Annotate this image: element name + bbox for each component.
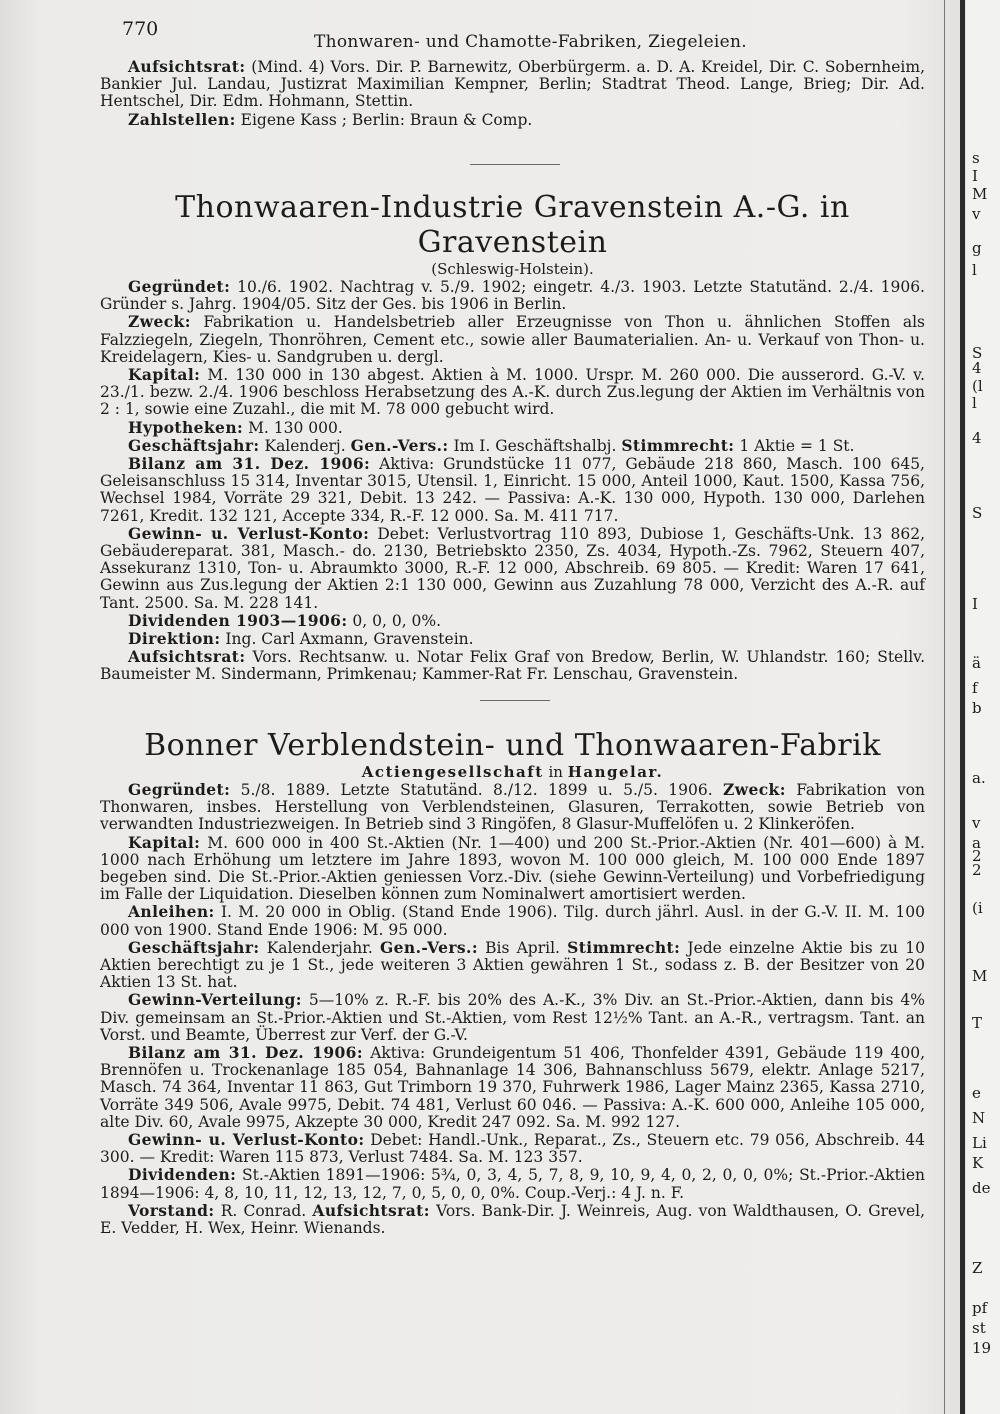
entry-label: Zweck: <box>128 312 191 332</box>
margin-fragment: Z <box>972 1259 983 1277</box>
entry-text: Eigene Kass ; Berlin: Braun & Comp. <box>240 110 533 129</box>
entry-label: Stimmrecht: <box>567 937 681 957</box>
margin-fragment: 2 <box>972 847 982 865</box>
margin-fragment: v <box>972 205 981 223</box>
margin-fragment: N <box>972 1109 986 1127</box>
facing-page-fragments <box>966 0 1000 1414</box>
entry-text: R. Conrad. <box>220 1201 307 1220</box>
entry-label: Aufsichtsrat: <box>312 1200 430 1220</box>
margin-fragment: (i <box>972 899 983 917</box>
entry-label: Bilanz am 31. Dez. 1906: <box>128 454 371 474</box>
margin-fragment: a <box>972 834 981 852</box>
gewinn-verlust-entry <box>100 1131 925 1166</box>
entry-text: M. 130 000 in 130 abgest. Aktien à M. 1000. Urspr. M. 260 000. Die ausserord. G.-V. v. 23./1. bezw. 2./4. 1906 beschloss Herabsetzung des A.-K. durch Zus.legung der Aktien im Verhältnis von 2 : 1, sowie eine Zuzahl., die mit M. 78 000 gebucht wird. <box>100 366 925 419</box>
entry-text: Aktiva: Grundstücke 11 077, Gebäude 218 860, Masch. 100 645, Geleisanschluss 15 314, Inventar 3015, Utensil. 1, Einricht. 15 000, Anteil 1000, Kaut. 1500, Kassa 756, Wechsel 1984, Vorräte 29 321, Debit. 13 242. — Passiva: A.-K. 130 000, Hypoth. 130 000, Darlehen 7261, Kredit. 132 121, Accepte 334, R.-F. 12 000. Sa. M. 411 717. <box>100 455 925 525</box>
margin-fragment: 4 <box>972 429 982 447</box>
margin-fragment: Li <box>972 1134 987 1152</box>
book-gutter <box>960 0 965 1414</box>
entry-label: Zahlstellen: <box>128 109 236 129</box>
subtitle-form: Actiengesellschaft <box>361 763 544 781</box>
margin-fragment: I <box>972 167 978 185</box>
margin-fragment: l <box>972 261 977 279</box>
margin-fragment: M <box>972 185 988 203</box>
zweck-entry <box>100 313 925 366</box>
entry-label: Kapital: <box>128 365 201 385</box>
entry-label: Zweck: <box>723 780 786 799</box>
entry-label: Vorstand: <box>128 1200 215 1220</box>
geschaeftsjahr-entry <box>100 437 925 455</box>
company-title: Bonner Verblendstein- und Thonwaaren-Fabrik <box>144 728 881 763</box>
margin-fragment: de <box>972 1179 991 1197</box>
entry-text: Bis April. <box>485 938 560 957</box>
entry-text: Fabrikation von Thonwaren, insbes. Herstellung von Verblendsteinen, Glasuren, Terrakotten, sowie Betrieb von verwandten Industriezweigen. In Betrieb sind 3 Ringöfen, 8 Glasur-Muffelöfen u. 2 Klinkeröfen. <box>100 781 925 834</box>
top-continuation-block <box>100 58 925 129</box>
section-divider <box>480 700 550 701</box>
gewinn-verlust-entry <box>100 525 925 612</box>
dividenden-entry <box>100 612 925 630</box>
entry-label: Gewinn-Verteilung: <box>128 990 302 1010</box>
vorstand-entry <box>100 1202 925 1237</box>
entry-text: Ing. Carl Axmann, Gravenstein. <box>225 630 474 649</box>
entry-label: Aufsichtsrat: <box>128 647 246 667</box>
margin-fragment: v <box>972 814 981 832</box>
page-header <box>114 14 944 52</box>
direktion-entry <box>100 630 925 648</box>
entry-label: Aufsichtsrat: <box>128 57 246 76</box>
dividenden-entry <box>100 1166 925 1201</box>
entry-text: 1 Aktie = 1 St. <box>739 436 855 455</box>
facing-page-edge <box>966 0 1000 1414</box>
entry-label: Dividenden 1903—1906: <box>128 610 348 630</box>
kapital-entry <box>100 834 925 904</box>
margin-fragment: e <box>972 1084 981 1102</box>
section-gravenstein <box>100 190 925 684</box>
entry-text: Aktiva: Grundeigentum 51 406, Thonfelder 4391, Gebäude 119 400, Brennöfen u. Trockenanlage 185 054, Bahnanlage 14 306, Bahnanschluss 5679, elektr. Anlage 5217, Masch. 74 364, Inventar 11 863, Gut Trimborn 19 370, Fuhrwerk 1986, Lager Mainz 2365, Kassa 2710, Vorräte 349 506, Avale 9975, Debit. 74 481, Verlust 60 046. — Passiva: A.-K. 600 000, Anleihe 105 000, alte Div. 60, Avale 9975, Akzepte 30 000, Kredit 247 092. Sa. M. 992 127. <box>100 1044 925 1131</box>
page-number: 770 <box>122 18 159 40</box>
bilanz-entry <box>100 1044 925 1131</box>
company-subtitle: (Schleswig-Holstein). <box>431 260 594 278</box>
entry-text: Vors. Bank-Dir. J. Weinreis, Aug. von Waldthausen, O. Grevel, E. Vedder, H. Wex, Heinr. Wienands. <box>100 1201 926 1238</box>
entry-label: Gen.-Vers.: <box>350 435 449 455</box>
entry-label: Gegründet: <box>128 780 231 799</box>
aufsichtsrat-entry <box>100 648 925 683</box>
entry-text: I. M. 20 000 in Oblig. (Stand Ende 1906). Tilg. durch jährl. Ausl. in der G.-V. II. M. 100 000 von 1900. Stand Ende 1906: M. 95 000. <box>100 903 925 939</box>
entry-text: 5./8. 1889. Letzte Statutänd. 8./12. 1899 u. 5./5. 1906. <box>240 781 713 799</box>
entry-text: St.-Aktien 1891—1906: 5¾, 0, 3, 4, 5, 7, 8, 9, 10, 9, 4, 0, 2, 0, 0, 0%; St.-Prior.-Aktien 1894—1906: 4, 8, 10, 11, 12, 13, 12, 7, 0, 5, 0, 0, 0%. Coup.-Verj.: 4 J. n. F. <box>100 1166 926 1202</box>
entry-label: Direktion: <box>128 629 221 649</box>
entry-label: Geschäftsjahr: <box>128 937 260 957</box>
margin-fragment: 4 <box>972 359 982 377</box>
margin-fragment: S <box>972 344 983 362</box>
top-zahlstellen-entry <box>100 111 925 129</box>
entry-label: Geschäftsjahr: <box>128 435 260 455</box>
margin-fragment: M <box>972 967 988 985</box>
company-title: Thonwaaren-Industrie Gravenstein A.-G. in Gravenstein <box>175 190 850 260</box>
entry-text: Fabrikation u. Handelsbetrieb aller Erzeugnisse von Thon u. ähnlichen Stoffen als Falzziegeln, Ziegeln, Thonröhren, Cement etc., sowie aller Baumaterialien. An- u. Verkauf von Thon- u. Kreidelagern, Kies- u. Sandgruben u. dergl. <box>100 313 925 366</box>
entry-label: Gen.-Vers.: <box>380 937 478 957</box>
company-subtitle <box>100 763 925 781</box>
margin-fragment: g <box>972 239 982 257</box>
entry-text: (Mind. 4) Vors. Dir. P. Barnewitz, Oberbürgerm. a. D. A. Kreidel, Dir. C. Sobernheim, Bankier Jul. Landau, Justizrat Maximilian Kempner, Berlin; Stadtrat Theod. Lange, Brieg; Dir. Ad. Hentschel, Dir. Edm. Hohmann, Stettin. <box>100 58 925 111</box>
gutter-shadow <box>944 0 945 1414</box>
margin-fragment: 2 <box>972 861 982 879</box>
entry-label: Stimmrecht: <box>621 435 735 455</box>
margin-fragment: f <box>972 679 978 697</box>
entry-label: Bilanz am 31. Dez. 1906: <box>128 1043 363 1063</box>
margin-fragment: T <box>972 1014 983 1032</box>
entry-text: Im I. Geschäftshalbj. <box>453 436 617 455</box>
entry-text: M. 130 000. <box>248 418 343 437</box>
section-bonner <box>100 728 925 1237</box>
entry-label: Hypotheken: <box>128 417 244 437</box>
entry-text: 0, 0, 0, 0%. <box>352 611 442 630</box>
margin-fragment: a. <box>972 769 986 787</box>
entry-text: 5—10% z. R.-F. bis 20% des A.-K., 3% Div. an St.-Prior.-Aktien, dann bis 4% Div. gemeinsam an St.-Prior.-Aktien und St.-Aktien, vom Rest 12½% Tant. an A.-R., vertragsm. Tant. an Vorst. und Beamte, Überrest zur Verf. der G.-V. <box>100 991 925 1044</box>
entry-text: M. 600 000 in 400 St.-Aktien (Nr. 1—400) und 200 St.-Prior.-Aktien (Nr. 401—600) à M. 1000 nach Erhöhung um letztere im Jahre 1893, wovon M. 100 000 gleich, M. 100 000 Ende 1897 begeben sind. Die St.-Prior.-Aktien geniessen Vorz.-Div. (siehe Gewinn-Verteilung) und Vorbefriedigung im Falle der Liquidation. Dieselben können zum Nominalwert amortisiert werden. <box>100 833 925 904</box>
margin-fragment: 19 <box>972 1339 992 1357</box>
running-title: Thonwaren- und Chamotte-Fabriken, Ziegeleien. <box>314 32 747 52</box>
margin-fragment: K <box>972 1154 984 1172</box>
margin-fragment: I <box>972 595 978 613</box>
margin-fragment: s <box>972 149 980 167</box>
entry-label: Anleihen: <box>128 902 215 922</box>
entry-label: Dividenden: <box>128 1165 237 1185</box>
entry-text: Kalenderj. <box>264 436 346 455</box>
hypotheken-entry <box>100 419 925 437</box>
entry-label: Gewinn- u. Verlust-Konto: <box>128 523 370 543</box>
subtitle-in: in <box>548 763 563 781</box>
gewinn-verteilung-entry <box>100 991 925 1044</box>
margin-fragment: (l <box>972 377 983 395</box>
entry-label: Gewinn- u. Verlust-Konto: <box>128 1130 365 1150</box>
entry-text: Jede einzelne Aktie bis zu 10 Aktien berechtigt zu je 1 St., jede weiteren 3 Aktien gewähren 1 St., sodass z. B. der Besitzer von 20 Aktien 13 St. hat. <box>100 938 925 992</box>
geschaeftsjahr-entry <box>100 939 925 992</box>
entry-text: Kalenderjahr. <box>266 938 373 957</box>
entry-text: Debet: Handl.-Unk., Reparat., Zs., Steuern etc. 79 056, Abschreib. 44 300. — Kredit: Waren 115 873, Verlust 7484. Sa. M. 123 357. <box>100 1131 925 1167</box>
top-aufsichtsrat-entry <box>100 58 925 111</box>
gegruendet-entry <box>100 278 925 313</box>
margin-fragment: st <box>972 1319 986 1337</box>
margin-fragment: l <box>972 394 977 412</box>
margin-fragment: pf <box>972 1299 988 1317</box>
entry-label: Gegründet: <box>128 277 231 296</box>
subtitle-place: Hangelar. <box>567 763 664 781</box>
entry-text: Vors. Rechtsanw. u. Notar Felix Graf von Bredow, Berlin, W. Uhlandstr. 160; Stellv. Baumeister M. Sindermann, Primkenau; Kammer-Rat Fr. Lenschau, Gravenstein. <box>100 648 925 684</box>
margin-fragment: b <box>972 699 982 717</box>
section-divider <box>470 164 560 165</box>
kapital-entry <box>100 366 925 419</box>
margin-fragment: S <box>972 504 983 522</box>
anleihen-entry <box>100 903 925 938</box>
bilanz-entry <box>100 455 925 525</box>
gegruendet-entry <box>100 781 925 834</box>
entry-text: Debet: Verlustvortrag 110 893, Dubiose 1, Geschäfts-Unk. 13 862, Gebäudereparat. 381, Masch.- do. 2130, Betriebskto 2350, Zs. 4034, Hypoth.-Zs. 7962, Steuern 407, Assekuranz 1310, Ton- u. Abraumkto 3000, R.-F. 12 000, Abschreib. 69 805. — Kredit: Waren 17 641, Gewinn aus Zus.legung der Aktien 2:1 130 000, Gewinn aus Zuzahlung 78 000, Verzicht des A.-R. auf Tant. 2500. Sa. M. 228 141. <box>100 524 925 612</box>
margin-fragment: ä <box>972 654 981 672</box>
entry-label: Kapital: <box>128 832 201 852</box>
entry-text: 10./6. 1902. Nachtrag v. 5./9. 1902; eingetr. 4./3. 1903. Letzte Statutänd. 2./4. 1906. Gründer s. Jahrg. 1904/05. Sitz der Ges. bis 1906 in Berlin. <box>100 278 925 314</box>
